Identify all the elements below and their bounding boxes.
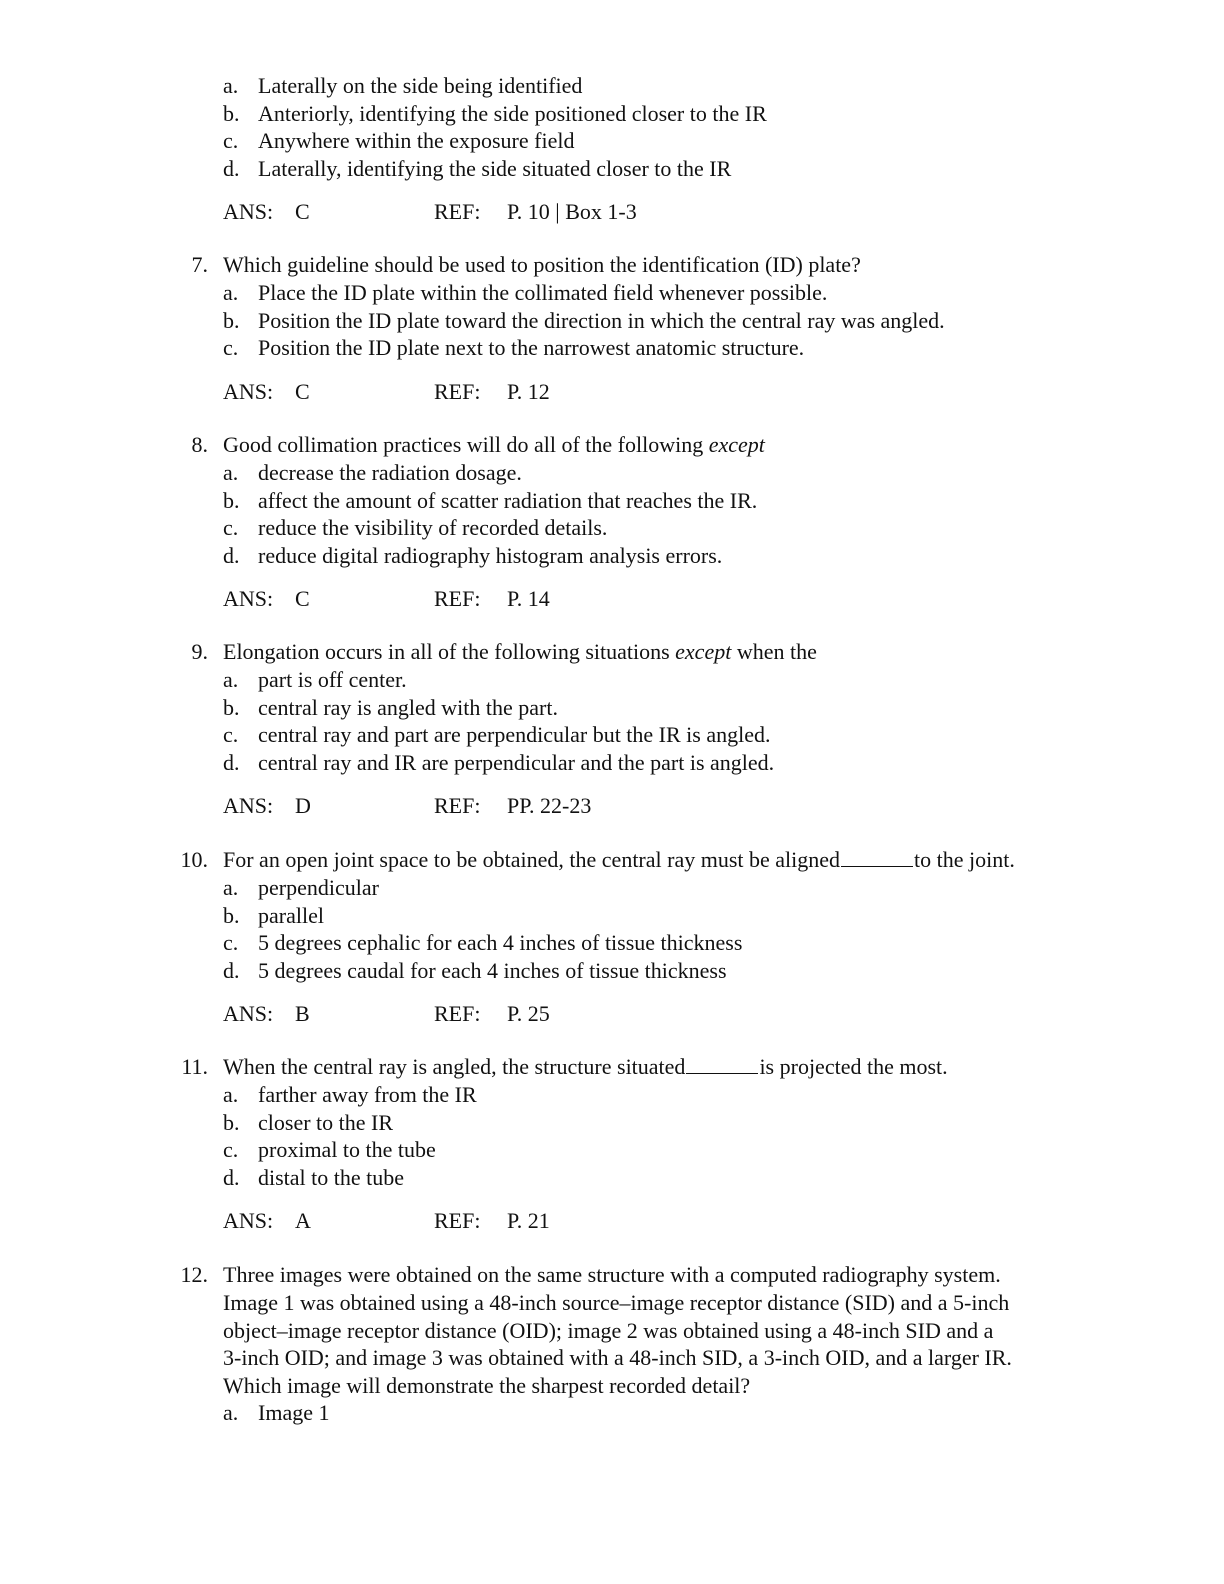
question-8: [0, 431, 1224, 613]
answer-row: ANS: D REF: PP. 22-23: [223, 793, 592, 818]
option-b: b. central ray is angled with the part.: [223, 694, 558, 720]
question-stem: 12. Three images were obtained on the same structure with a computed radiography system.: [180, 1262, 1001, 1287]
option-d: d. reduce digital radiography histogram analysis errors.: [223, 542, 723, 568]
question-stem-line: 3-inch OID; and image 3 was obtained with a 48-inch SID, a 3-inch OID, and a larger IR.: [223, 1345, 1012, 1370]
answer-value: C: [295, 199, 310, 224]
answer-value: C: [295, 378, 310, 404]
question-number: 12.: [180, 1262, 208, 1287]
reference-value: P. 25: [507, 1001, 550, 1026]
option-b: b. parallel: [223, 902, 324, 928]
answer-value: C: [295, 586, 310, 611]
answer-row: ANS: C REF: P. 10 | Box 1-3: [223, 199, 637, 224]
question-7: [0, 251, 1224, 406]
option-d: d. Laterally, identifying the side situated closer to the IR: [223, 155, 732, 181]
question-6: [0, 72, 1224, 226]
option-c: c. Anywhere within the exposure field: [223, 128, 575, 153]
question-stem-line: object–image receptor distance (OID); image 2 was obtained using a 48-inch SID and a: [223, 1317, 994, 1343]
option-a: a. perpendicular: [223, 875, 379, 900]
question-10: [0, 846, 1224, 1028]
option-d: d. central ray and IR are perpendicular and the part is angled.: [223, 749, 775, 775]
option-d: d. distal to the tube: [223, 1164, 405, 1190]
question-12: [0, 1261, 1224, 1427]
reference-value: P. 21: [507, 1208, 550, 1233]
question-number: 9.: [191, 639, 208, 664]
question-stem: 11. When the central ray is angled, the structure situated is projected the most.: [181, 1054, 948, 1079]
option-d: d. 5 degrees caudal for each 4 inches of tissue thickness: [223, 957, 727, 983]
question-number: 11.: [181, 1054, 208, 1079]
answer-value: B: [295, 1001, 310, 1026]
reference-value: P. 14: [507, 586, 550, 611]
option-c: c. proximal to the tube: [223, 1137, 436, 1162]
reference-value: PP. 22-23: [507, 793, 592, 818]
option-b: b. Position the ID plate toward the direction in which the central ray was angled.: [223, 307, 945, 333]
question-stem-line: Image 1 was obtained using a 48-inch source–image receptor distance (SID) and a 5-inch: [223, 1290, 1010, 1315]
question-stem: 7. Which guideline should be used to position the identification (ID) plate?: [191, 252, 861, 277]
option-a: a. Image 1: [223, 1400, 330, 1425]
answer-value: D: [295, 793, 311, 818]
question-number: 8.: [191, 432, 208, 457]
answer-row: ANS: C REF: P. 12: [223, 378, 550, 404]
option-c: c. 5 degrees cephalic for each 4 inches of tissue thickness: [223, 930, 743, 955]
question-9: [0, 638, 1224, 820]
option-c: c. reduce the visibility of recorded details.: [223, 515, 608, 540]
answer-blank: [841, 848, 913, 867]
option-a: a. Place the ID plate within the collimated field whenever possible.: [223, 280, 828, 305]
question-stem: 9. Elongation occurs in all of the following situations except when the: [191, 639, 817, 664]
answer-value: A: [295, 1208, 311, 1233]
answer-row: ANS: C REF: P. 14: [223, 586, 550, 611]
question-stem: 8. Good collimation practices will do all of the following except: [191, 432, 765, 457]
answer-blank: [686, 1055, 758, 1074]
option-a: a. part is off center.: [223, 667, 407, 692]
question-number: 10.: [180, 847, 208, 872]
option-b: b. closer to the IR: [223, 1109, 394, 1135]
option-a: a. Laterally on the side being identified: [223, 73, 583, 98]
option-c: c. Position the ID plate next to the narrowest anatomic structure.: [223, 335, 805, 360]
reference-value: P. 10 | Box 1-3: [507, 199, 637, 224]
question-stem: 10. For an open joint space to be obtained, the central ray must be aligned to the joint.: [180, 847, 1015, 872]
reference-value: P. 12: [507, 378, 550, 404]
option-b: b. Anteriorly, identifying the side positioned closer to the IR: [223, 100, 767, 126]
option-b: b. affect the amount of scatter radiation that reaches the IR.: [223, 487, 758, 513]
option-c: c. central ray and part are perpendicular but the IR is angled.: [223, 722, 771, 747]
question-number: 7.: [191, 252, 208, 277]
question-11: [0, 1053, 1224, 1235]
option-a: a. decrease the radiation dosage.: [223, 460, 522, 485]
answer-row: ANS: B REF: P. 25: [223, 1001, 550, 1026]
option-a: a. farther away from the IR: [223, 1082, 477, 1107]
answer-row: ANS: A REF: P. 21: [223, 1208, 550, 1233]
question-stem-line: Which image will demonstrate the sharpest recorded detail?: [223, 1372, 751, 1398]
